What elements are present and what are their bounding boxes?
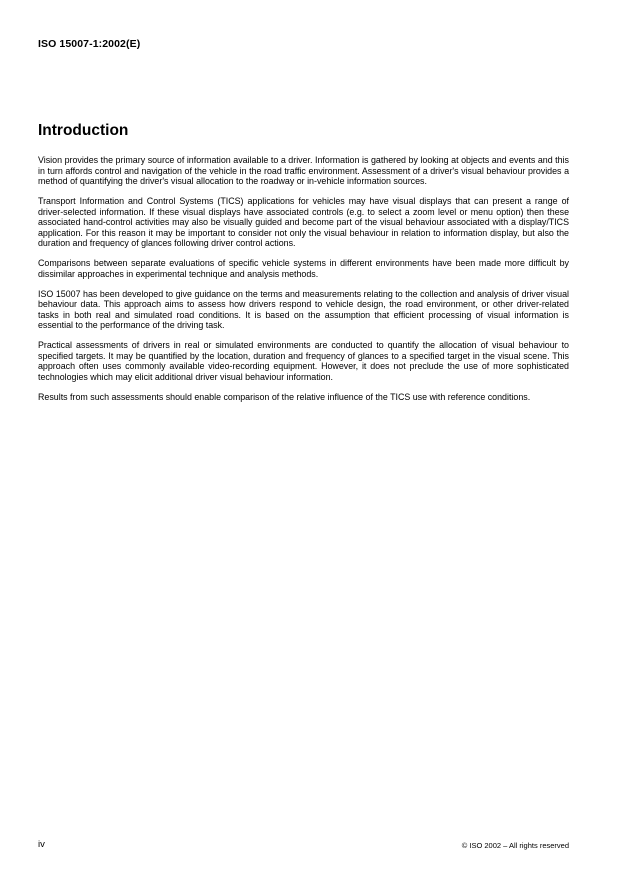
paragraph: Transport Information and Control Systems (TICS) applications for vehicles may have visual displays that can present a range of driver-selected information. If these visual displays have associated controls (e.g. to select a zoom level or menu option) then these associated hand-control activities may also be visually guided and become part of the visual behaviour associated with a display/TICS application. For this reason it may be important to consider not only the visual behaviour in relation to information display, but also the duration and frequency of glances following driver control actions. <box>38 196 569 248</box>
paragraph: Practical assessments of drivers in real or simulated environments are conducted to quantify the allocation of visual behaviour to specified targets. It may be quantified by the location, duration and frequency of glances to a specified target in the visual scene. This approach often uses commonly available video-recording equipment. However, it does not preclude the use of more sophisticated technologies which may elicit additional driver visual behaviour information. <box>38 340 569 382</box>
paragraph: Results from such assessments should enable comparison of the relative influence of the TICS use with reference conditions. <box>38 391 531 402</box>
paragraph: Vision provides the primary source of information available to a driver. Information is gathered by looking at objects and events and this in turn affords control and navigation of the vehicle in the road traffic environment. Assessment of a driver's visual behaviour provides a method of quantifying the driver's visual allocation to the roadway or in-vehicle information sources. <box>38 155 569 186</box>
paragraph: Comparisons between separate evaluations of specific vehicle systems in different environments have been made more difficult by dissimilar approaches in experimental technique and analysis methods. <box>38 258 569 279</box>
copyright-notice: © ISO 2002 – All rights reserved <box>461 841 569 850</box>
document-header: ISO 15007-1:2002(E) <box>38 38 141 50</box>
section-body <box>38 155 569 412</box>
page-number: iv <box>38 839 45 850</box>
section-title: Introduction <box>38 122 129 139</box>
paragraph: ISO 15007 has been developed to give guidance on the terms and measurements relating to the collection and analysis of driver visual behaviour data. This approach aims to assess how drivers respond to vehicle design, the road environment, or other driver-related tasks in both real and simulated road conditions. It is based on the assumption that efficient processing of visual information is essential to the performance of the driving task. <box>38 288 569 330</box>
